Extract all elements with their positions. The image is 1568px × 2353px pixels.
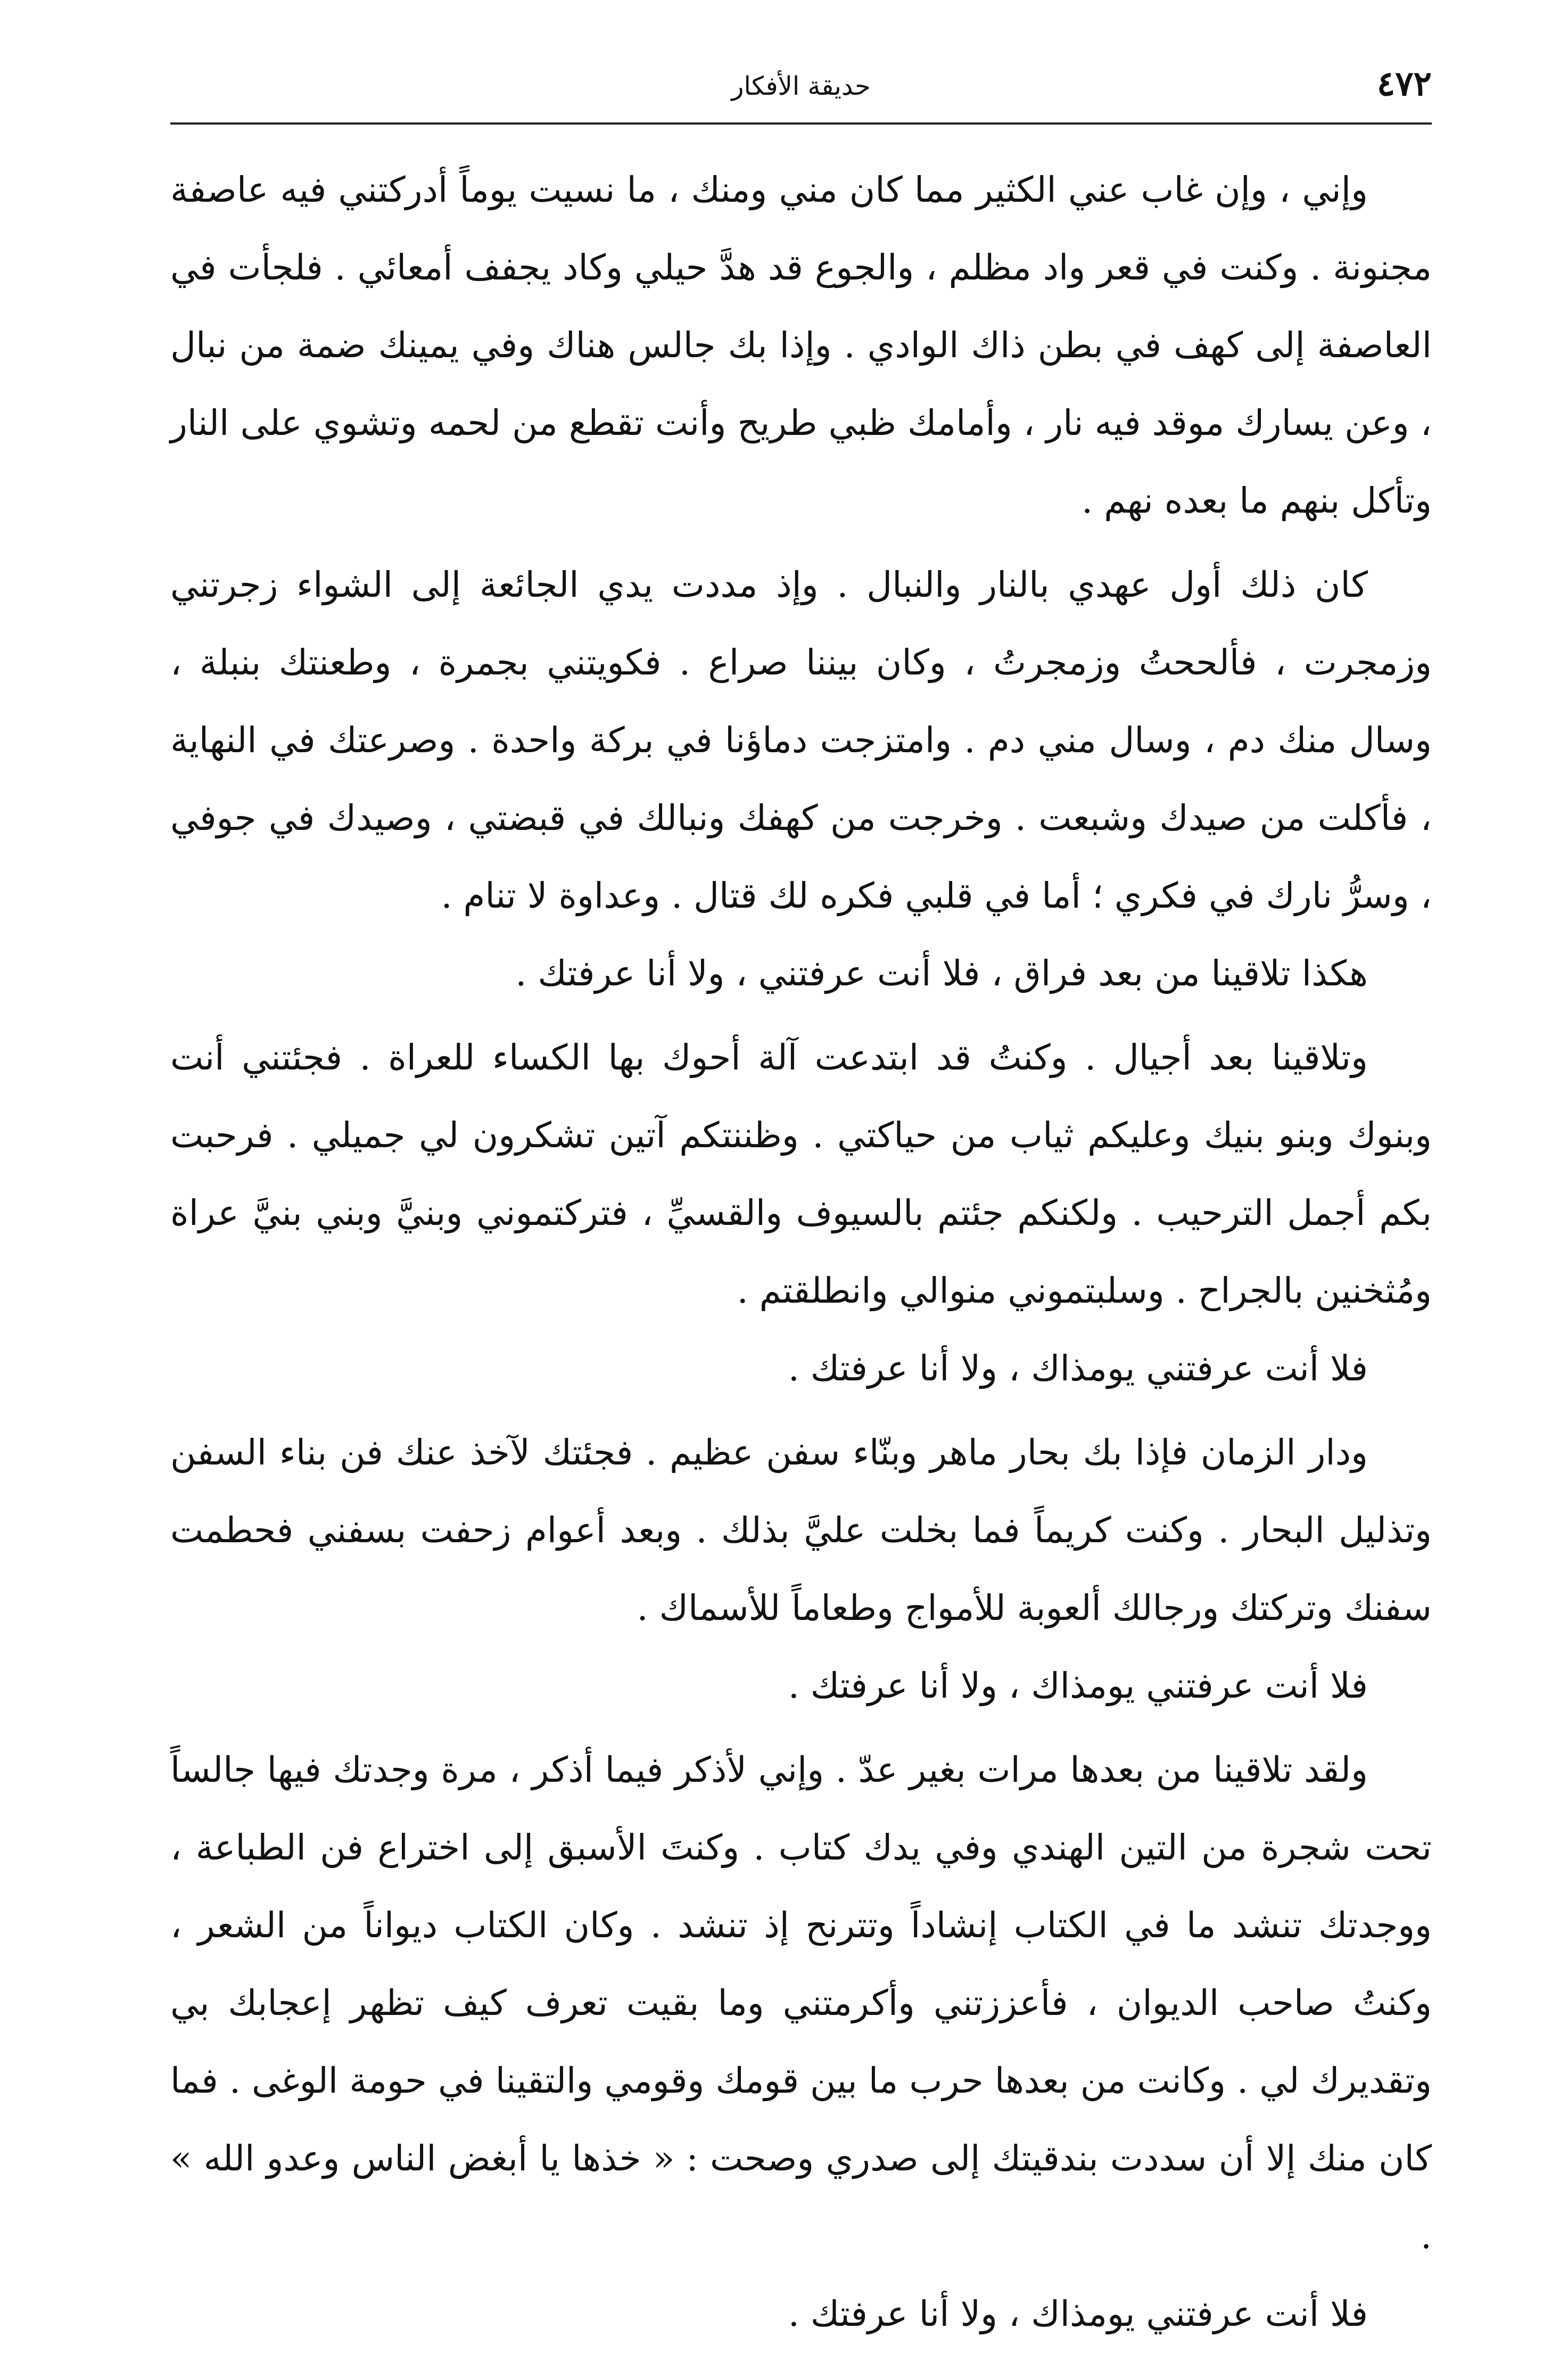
- page-number: ٤٧٢: [1376, 64, 1432, 104]
- running-title: حديقة الأفكار: [731, 71, 871, 101]
- refrain-line: فلا أنت عرفتني يومذاك ، ولا أنا عرفتك .: [788, 1348, 1368, 1389]
- paragraph: ودار الزمان فإذا بك بحار ماهر وبنّاء سفن عظيم . فجئتك لآخذ عنك فن بناء السفن وتذليل البحار . وكنت كريماً فما بخلت عليَّ بذلك . وبعد أعوام زحفت بسفني فحطمت سفنك وتركتك ورجالك ألعوبة للأمواج وطعاماً للأسماك .: [170, 1432, 1432, 1628]
- paragraph: كان ذلك أول عهدي بالنار والنبال . وإذ مددت يدي الجائعة إلى الشواء زجرتني وزمجرت ، فألححتُ وزمجرتُ ، وكان بيننا صراع . فكويتني بجمرة ، وطعنتك بنبلة ، وسال منك دم ، وسال مني دم . وامتزجت دماؤنا في بركة واحدة . وصرعتك في النهاية ، فأكلت من صيدك وشبعت . وخرجت من كهفك ونبالك في قبضتي ، وصيدك في جوفي ، وسرُّ نارك في فكري ؛ أما في قلبي فكره لك قتال . وعداوة لا تنام .: [170, 564, 1432, 916]
- body-text: [170, 151, 1432, 2353]
- refrain-line: هكذا تلاقينا من بعد فراق ، فلا أنت عرفتني ، ولا أنا عرفتك .: [515, 953, 1368, 994]
- paragraph: وإني ، وإن غاب عني الكثير مما كان مني ومنك ، ما نسيت يوماً أدركتني فيه عاصفة مجنونة . وكنت في قعر واد مظلم ، والجوع قد هدَّ حيلي وكاد يجفف أمعائي . فلجأت في العاصفة إلى كهف في بطن ذاك الوادي . وإذا بك جالس هناك وفي يمينك ضمة من نبال ، وعن يسارك موقد فيه نار ، وأمامك ظبي طريح وأنت تقطع من لحمه وتشوي على النار وتأكل بنهم ما بعده نهم .: [170, 169, 1432, 521]
- paragraph: ولقد تلاقينا من بعدها مرات بغير عدّ . وإني لأذكر فيما أذكر ، مرة وجدتك فيها جالساً تحت شجرة من التين الهندي وفي يدك كتاب . وكنتَ الأسبق إلى اختراع فن الطباعة ، ووجدتك تنشد ما في الكتاب إنشاداً وتترنح إذ تنشد . وكان الكتاب ديواناً من الشعر ، وكنتُ صاحب الديوان ، فأعززتني وأكرمتني وما بقيت تعرف كيف تظهر إعجابك بي وتقديرك لي . وكانت من بعدها حرب ما بين قومك وقومي والتقينا في حومة الوغى . فما كان منك إلا أن سددت بندقيتك إلى صدري وصحت : « خذها يا أبغض الناس وعدو الله » .: [170, 1749, 1432, 2257]
- refrain-line: فلا أنت عرفتني يومذاك ، ولا أنا عرفتك .: [788, 1665, 1368, 1706]
- paragraph: وتلاقينا بعد أجيال . وكنتُ قد ابتدعت آلة أحوك بها الكساء للعراة . فجئتني أنت وبنوك وبنو بنيك وعليكم ثياب من حياكتي . وظننتكم آتين تشكرون لي جميلي . فرحبت بكم أجمل الترحيب . ولكنكم جئتم بالسيوف والقسيِّ ، فتركتموني وبنيَّ وبني بنيَّ عراة ومُثخنين بالجراح . وسلبتموني منوالي وانطلقتم .: [170, 1037, 1432, 1311]
- refrain-line: فلا أنت عرفتني يومذاك ، ولا أنا عرفتك .: [788, 2293, 1368, 2334]
- book-page: [170, 59, 1432, 2334]
- page-header: [170, 59, 1432, 125]
